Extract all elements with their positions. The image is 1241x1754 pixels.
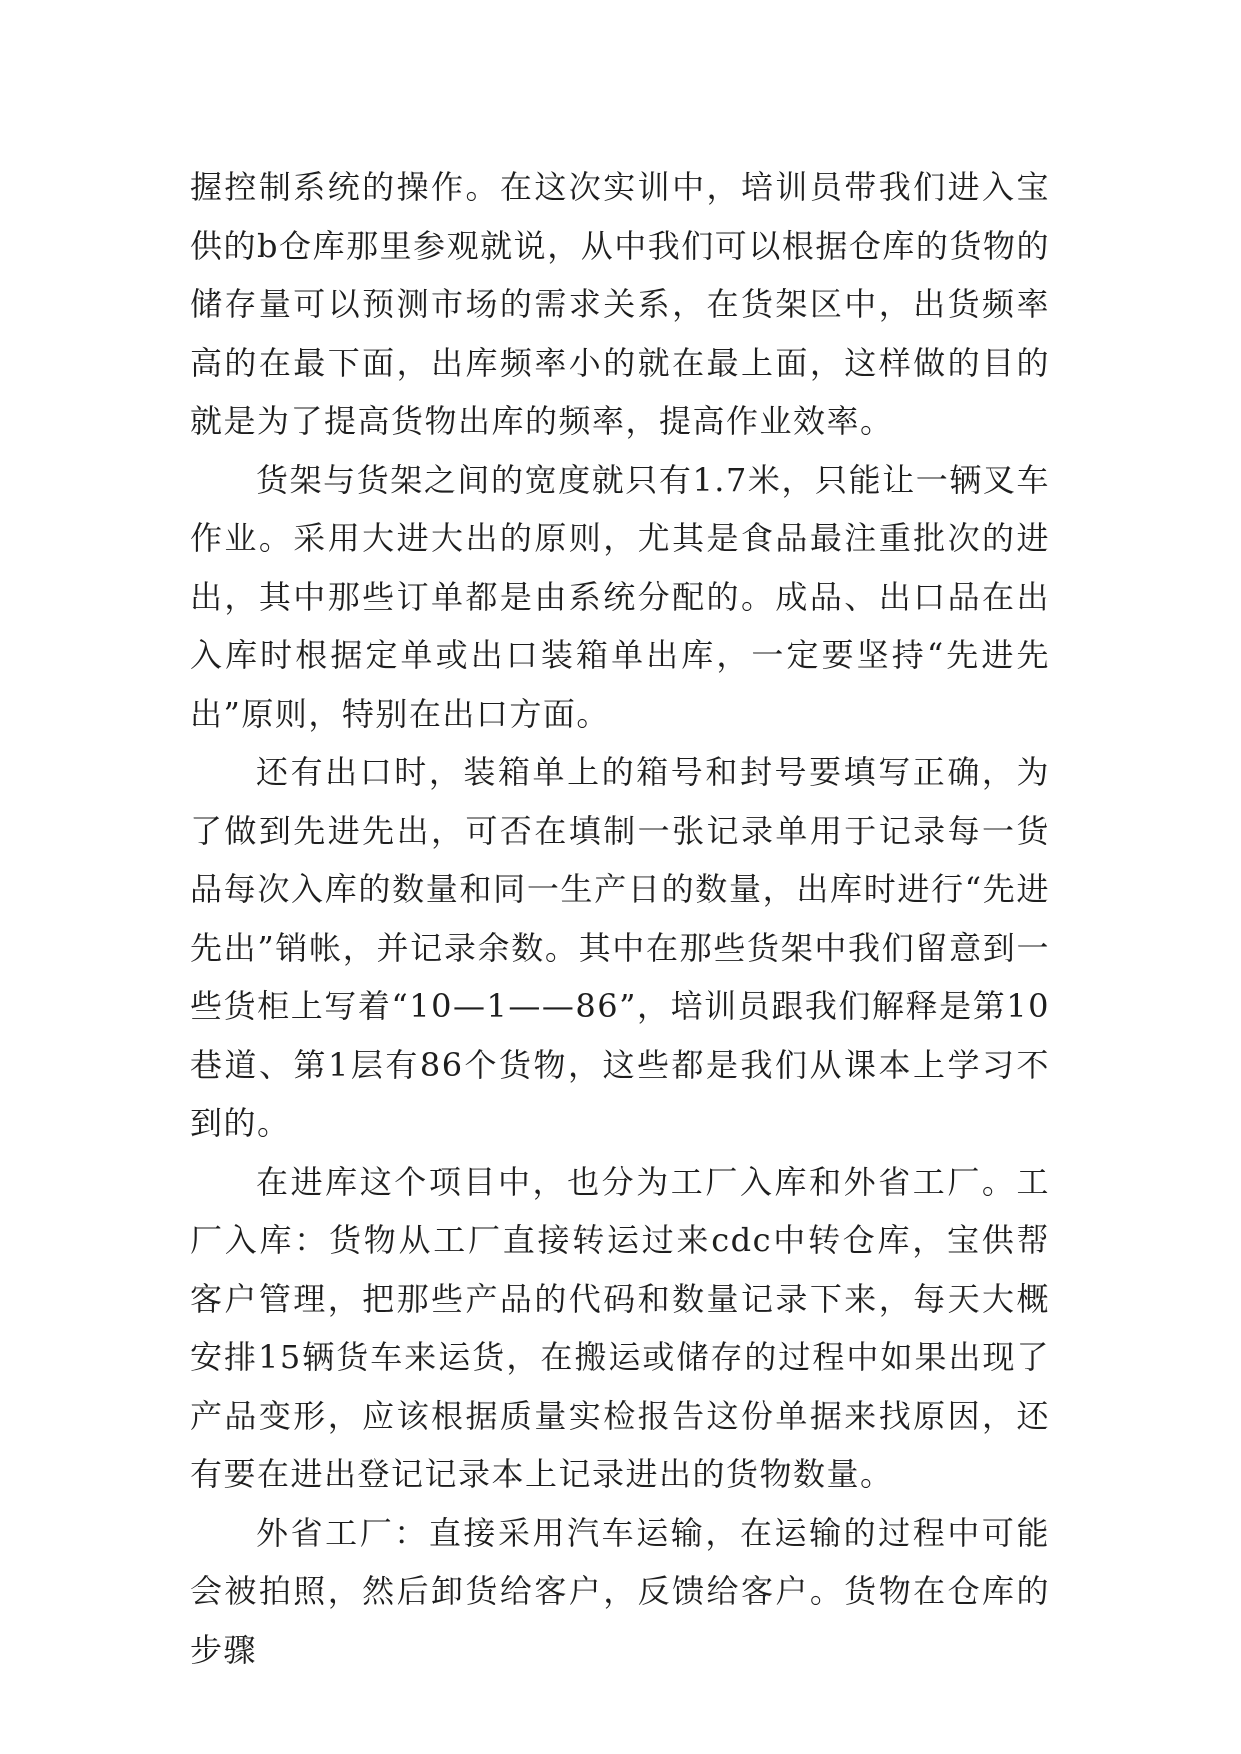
paragraph-1: 握控制系统的操作。在这次实训中，培训员带我们进入宝供的b仓库那里参观就说，从中我们可以根据仓库的货物的储存量可以预测市场的需求关系，在货架区中，出货频率高的在最下面，出库频率小的就在最上面，这样做的目的就是为了提高货物出库的频率，提高作业效率。 (190, 168, 1050, 440)
paragraph-4: 在进库这个项目中，也分为工厂入库和外省工厂。工厂入库：货物从工厂直接转运过来cdc中转仓库，宝供帮客户管理，把那些产品的代码和数量记录下来，每天大概安排15辆货车来运货，在搬运或储存的过程中如果出现了产品变形，应该根据质量实检报告这份单据来找原因，还有要在进出登记记录本上记录进出的货物数量。 (190, 1162, 1050, 1493)
document-body (190, 158, 1050, 1679)
paragraph-2: 货架与货架之间的宽度就只有1.7米，只能让一辆叉车作业。采用大进大出的原则，尤其是食品最注重批次的进出，其中那些订单都是由系统分配的。成品、出口品在出入库时根据定单或出口装箱单出库，一定要坚持“先进先出”原则，特别在出口方面。 (190, 460, 1050, 733)
paragraph-3: 还有出口时，装箱单上的箱号和封号要填写正确，为了做到先进先出，可否在填制一张记录单用于记录每一货品每次入库的数量和同一生产日的数量，出库时进行“先进先出”销帐，并记录余数。其中在那些货架中我们留意到一些货柜上写着“10—1——86”，培训员跟我们解释是第10巷道、第1层有86个货物，这些都是我们从课本上学习不到的。 (190, 753, 1050, 1142)
paragraph-5: 外省工厂：直接采用汽车运输，在运输的过程中可能会被拍照，然后卸货给客户，反馈给客户。货物在仓库的步骤 (190, 1513, 1050, 1669)
